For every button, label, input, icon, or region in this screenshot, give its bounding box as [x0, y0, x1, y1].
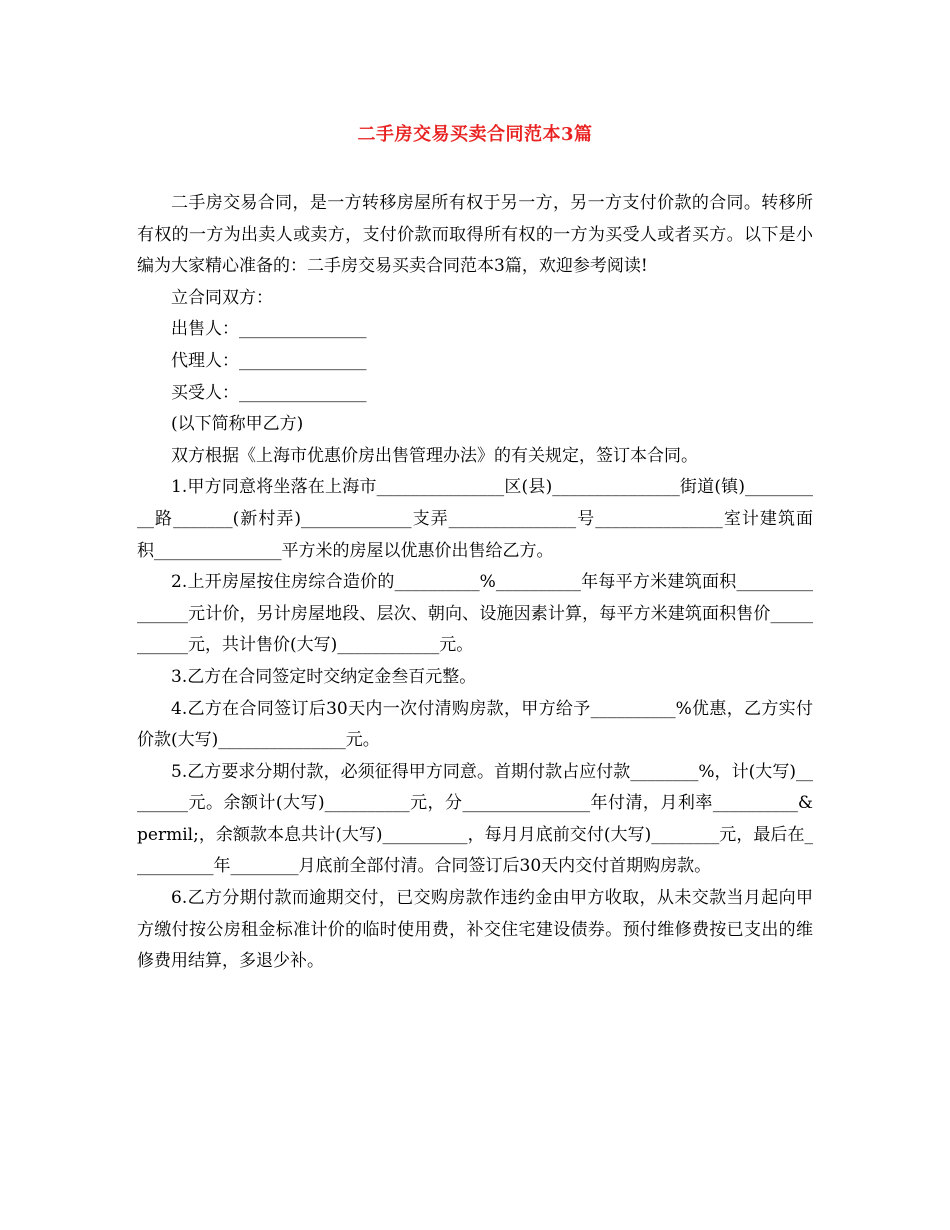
clause-4: 4.乙方在合同签订后30天内一次付清购房款，甲方给予__________%优惠，乙方实付价款(大写)_______________元。	[137, 698, 813, 751]
clause-2: 2.上开房屋按住房综合造价的__________%__________年每平方米建筑面积_______________元计价，另计房屋地段、层次、朝向、设施因素计算，每平方米建筑面积售价___________元，共计售价(大写)____________元。	[137, 572, 813, 656]
parties-heading: 立合同双方：	[171, 287, 273, 308]
seller-line: 出售人：_______________	[171, 319, 367, 340]
clause-3: 3.乙方在合同签定时交纳定金叁百元整。	[171, 666, 477, 687]
clause-1: 1.甲方同意将坐落在上海市_______________区(县)_______________街道(镇)__________路_______(新村弄)_____________支弄_______________号_______________室计建筑面积_______________平方米的房屋以优惠价出售给乙方。	[137, 477, 813, 561]
basis-paragraph: 双方根据《上海市优惠价房出售管理办法》的有关规定，签订本合同。	[171, 445, 698, 466]
clause-5: 5.乙方要求分期付款，必须征得甲方同意。首期付款占应付款________%，计(大写)________元。余额计(大写)__________元，分_______________年付清，月利率__________&permil;，余额款本息共计(大写)__________，每月月底前交付(大写)________元，最后在__________年________月底前全部付清。合同签订后30天内交付首期购房款。	[137, 761, 813, 877]
document-title: 二手房交易买卖合同范本3篇	[357, 124, 593, 145]
clause-6: 6.乙方分期付款而逾期交付，已交购房款作违约金由甲方收取，从未交款当月起向甲方缴付按公房租金标准计价的临时使用费，补交住宅建设债券。预付维修费按已支出的维修费用结算，多退少补。	[137, 888, 813, 972]
document-body	[137, 188, 813, 978]
intro-paragraph: 二手房交易合同，是一方转移房屋所有权于另一方，另一方支付价款的合同。转移所有权的一方为出卖人或卖方，支付价款而取得所有权的一方为买受人或者买方。以下是小编为大家精心准备的：二手房交易买卖合同范本3篇，欢迎参考阅读!	[137, 193, 813, 277]
agent-line: 代理人：_______________	[171, 350, 367, 371]
buyer-line: 买受人：_______________	[171, 382, 367, 403]
parties-note: (以下简称甲乙方)	[171, 414, 304, 435]
